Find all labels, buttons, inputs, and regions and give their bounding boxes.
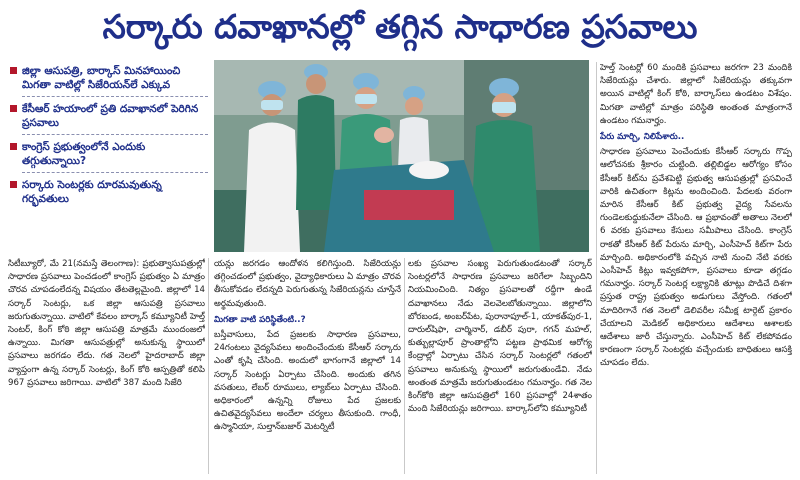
bullet-square-icon [10, 105, 17, 112]
highlight-text: కాంగ్రెస్ ప్రభుత్వంలోనే ఎందుకు తగ్గుతున్నాయి? [22, 141, 146, 167]
subheading: మిగతా వాటి పరిస్థితేంటి..? [214, 314, 306, 325]
body-text: సిటీబ్యూరో, మే 21(నమస్తే తెలంగాణ): ప్రభుత్వాసుపత్రుల్లో సాధారణ ప్రసవాలు పెంచడంలో కాంగ్రెస్ ప్రభుత్వం ఏ మాత్రం చొరవ చూపడంలేదన్న విషయం తేటతెల్లమైంది. జిల్లాలో 14 సర్కార్ సెంటర్లు, ఒక జిల్లా ఆసుపత్రి ప్రసవాలు జరుగుతున్నాయి. వాటిలో కేవలం బార్కాస్ కమ్యూనిటీ హెల్త్ సెంటర్, కింగ్ కోఠి జిల్లా ఆసుపత్రి మాత్రమే ముందంజలో ఉన్నాయి. మిగతా ఆసుపత్రుల్లో అనుకున్న స్థాయిలో ప్రసవాలు జరగడం లేదు. గత నెలలో హైదరాబాద్ జిల్లా వ్యాప్తంగా ఉన్న సర్కార్ సెంటర్లు, కింగ్ కోఠి ఆస్పత్రితో కలిపి 967 ప్రసవాలు జరిగాయి. వాటిలో 387 మంది సిజేరి [8, 259, 205, 388]
body-text: యన్లు జరగడం ఆందోళన కలిగిస్తుంది. సిజేరియన్లు తగ్గించడంలో ప్రభుత్వం, వైద్యాధికారులు ఏ మాత్రం చొరవ తీసుకోవడం లేదన్నది పెరుగుతున్న సిజేరియన్లను చూస్తేనే అర్థమవుతుంది. [214, 259, 401, 309]
highlight-item [8, 140, 208, 173]
body-text: బస్తీవాసులు, పేద ప్రజలకు సాధారణ ప్రసవాలు, 24గంటలు వైద్యసేవలు అందించేందుకు కేసీఆర్ సర్కారు ఎంతో కృషి చేసింది. అందులో భాగంగానే జిల్లాలో 14 సర్కార్ సెంటర్లు ఏర్పాటు చేసింది. అందుకు తగిన వసతులు, లేబర్ రూములు, ల్యాబ్‌లు ఏర్పాటు చేసింది. అధికారంలో ఉన్నన్ని రోజులు పేద ప్రజలకు ఉచితవైద్యసేవలు అందేలా చర్యలు తీసుకుంది. గాంధీ, ఉస్మానియా, సుల్తాన్‌బజార్ మెటర్నిటీ [214, 330, 401, 433]
body-text: సాధారణ ప్రసవాలు పెంచేందుకు కేసీఆర్ సర్కారు గొప్ప ఆలోచనకు శ్రీకారం చుట్టింది. తల్లిబిడ్డల ఆరోగ్యం కోసం కేసీఆర్ కిట్‌ను ప్రవేశపెట్టి ప్రభుత్వ ఆసుపత్రుల్లో ప్రసవించే వారికి ఉచితంగా కిట్లను అందించింది. పేదలకు వరంగా మారిన కేసీఆర్ కిట్ ప్రభుత్వ వైద్య సేవలను గుండెలకుద్దుకునేలా చేసింది. ఆ ప్రభావంతో అతాలు నెలలో 6 వరకు ప్రసవాలు కేసులు సమీపాలు చేసింది. కాంగ్రెస్ రాకతో కేసీఆర్ కిట్ పేరును మార్చి, ఎంసీహెచ్ కిట్‌గా పేరు మార్చింది. అధికారంలోకి వచ్చిన నాటి నుంచి నేటి వరకు ఎంసీహెచ్ కిట్లు ఇవ్వకపోగా, ప్రసవాలు కూడా తగ్గడం గమనార్హం. సర్కార్ సెంటర్ల లక్ష్యానికి తూట్లు పొడిచే దిశగా ప్రస్తుత రాష్ట్ర ప్రభుత్వం అడుగులు వేస్తోంది. గతంలో మాదిరిగానే గత నెలలో డెలివరీల సమీక్ష టార్గెట్ ప్రకారం చేయాలని మెడికల్ అధికారులు ఆదేశాలు ఆశాలకు ఆదేశాలు జారీ చేస్తున్నారు. ఎంసీహెచ్ కిట్ లేకపోవడం కారణంగా సర్కార్ సెంటర్లకు వచ్చేందుకు బాధితులు ఆసక్తి చూపడం లేదు. [600, 147, 792, 369]
bullet-square-icon [10, 143, 17, 150]
headline: సర్కారు దవాఖానల్లో తగ్గిన సాధారణ ప్రసవాలు [102, 6, 698, 46]
highlight-item [8, 102, 208, 135]
body-text: హెల్త్ సెంటర్లో 60 మందికి ప్రసవాలు జరగగా 23 మందికి సిజేరియన్లు చేశారు. జిల్లాలో సిజేరియన్లు తక్కువగా అయిన వాటిల్లో కింగ్ కోఠి, బార్కాస్‌లు ఉండటం విశేషం. మిగతా వాటిల్లో మాత్రం పరిస్థితి అంతంత మాత్రంగానే ఉండటం గమనార్హం. [600, 63, 792, 126]
body-text: లకు ప్రసవాల సంఖ్య పెరుగుతుండటంతో సర్కార్ సెంటర్లలోనే సాధారణ ప్రసవాలు జరిగేలా సిబ్బందిని నియమించింది. నిత్యం ప్రసవాలతో రద్దీగా ఉండే దవాఖానలు నేడు వెలవెలబోతున్నాయి. జిల్లాలోని బోరబండ, అంబర్‌పేట, పురానాపూల్-1, యాకత్‌పుర-1, దారుల్‌షిఫా, చార్మినార్, డబీర్ పురా, గగన్ మహల్, కుత్బుల్లాపూర్ ప్రాంతాల్లోని పట్టణ ప్రాథమిక ఆరోగ్య కేంద్రాల్లో ఏర్పాటు చేసిన సర్కార్ సెంటర్లలో గతంలో ప్రసవాలు అనుకున్న స్థాయిలో జరుగుతుండేవి. నేడు అంతంత మాత్రమే జరుగుతుండటం గమనార్హం. గత నెల కింగ్‌కోఠి జిల్లా ఆసుపత్రిలో 160 ప్రసవాల్లో 24శాతం మంది సిజేరియన్లు జరిగాయి. బార్కాస్‌లోని కమ్యూనిటీ [408, 259, 592, 415]
highlight-text: జిల్లా ఆసుపత్రి, బార్కాస్ మినహాయించి మిగతా వాటిల్లో సిజేరియన్‌లే ఎక్కువ [22, 65, 181, 91]
highlights-box [8, 64, 208, 252]
highlight-item [8, 64, 208, 97]
highlight-text: కేసీఆర్ హయాంలో ప్రతి దవాఖానలో పెరిగిన ప్రసవాలు [22, 103, 199, 129]
highlight-text: సర్కారు సెంటర్లకు దూరమవుతున్న గర్భవతులు [22, 179, 162, 205]
article-column-2 [214, 258, 401, 474]
photo-illustration [214, 60, 589, 252]
column-divider [208, 258, 209, 474]
column-divider [596, 62, 597, 474]
highlight-item [8, 178, 208, 206]
article-column-1 [8, 258, 205, 474]
column-divider [404, 258, 405, 474]
hospital-photo [214, 60, 589, 252]
article-column-3 [408, 258, 592, 474]
bullet-square-icon [10, 181, 17, 188]
subheading: పేరు మార్చి, నిలిపేశారు.. [600, 132, 685, 143]
bullet-square-icon [10, 67, 17, 74]
article-column-4 [600, 62, 792, 474]
